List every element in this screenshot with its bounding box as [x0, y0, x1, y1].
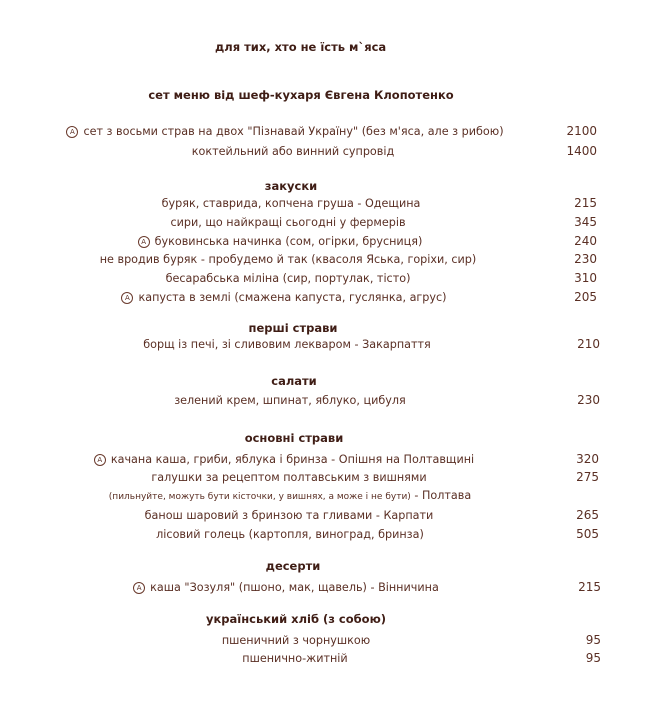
item-price: 320: [576, 452, 599, 466]
item-price: 215: [578, 580, 601, 594]
item-name: капуста в землі (смажена капуста, гуслянка, агрус): [138, 291, 447, 304]
vegetarian-mark-icon: A: [138, 236, 150, 248]
item-price: 310: [574, 271, 597, 285]
item-price: 95: [585, 651, 601, 665]
item-name: банош шаровий з бринзою та гливами - Карпати: [144, 509, 434, 522]
set-menu-item: [0, 126, 613, 138]
vegetarian-mark-icon: A: [121, 292, 133, 304]
section-title-desserts: десерти: [265, 559, 321, 573]
item-name: буряк, ставрида, копчена груша - Одещина: [161, 197, 421, 210]
item-price: 505: [576, 527, 599, 541]
item-price: 275: [576, 470, 599, 484]
item-name: сири, що найкращі сьогодні у фермерів: [170, 216, 406, 229]
item-name: бесарабська міліна (сир, портулак, тісто): [165, 272, 411, 285]
item-price: 240: [574, 234, 597, 248]
item-name: зелений крем, шпинат, яблуко, цибуля: [174, 394, 406, 407]
section-title-bread: український хліб (з собою): [205, 612, 387, 626]
section-title-main-courses: основні страви: [244, 431, 344, 445]
vegetarian-mark-icon: A: [133, 582, 145, 594]
item-price: 265: [576, 508, 599, 522]
section-title-first-courses: перші страви: [248, 321, 338, 335]
item-name: буковинська начинка (сом, огірки, брусниця): [154, 235, 423, 248]
vegetarian-mark-icon: A: [66, 126, 78, 138]
item-price: 210: [577, 337, 600, 351]
item-price: 230: [577, 393, 600, 407]
item-name: пшенично-житній: [242, 652, 348, 665]
item-name: качана каша, гриби, яблука і бринза - Опішня на Полтавщині: [110, 453, 475, 466]
page-title: для тих, хто не їсть м`ясa: [215, 40, 387, 54]
item-price: 215: [574, 196, 597, 210]
item-note: (пильнуйте, можуть бути кісточки, у вишнях, а може і не бути): [108, 492, 411, 502]
item-region: - Полтава: [410, 489, 472, 502]
section-title-salads: салати: [271, 374, 317, 388]
item-price: 345: [574, 215, 597, 229]
main-item-note: [0, 490, 618, 502]
item-name: сет з восьми страв на двох "Пізнавай Україну" (без м'яса, але з рибою): [83, 125, 504, 138]
item-price: 230: [574, 252, 597, 266]
vegetarian-mark-icon: A: [94, 454, 106, 466]
item-name: борщ із печі, зі сливовим леквaром - Закарпаття: [143, 338, 431, 351]
section-title-snacks: закуски: [264, 179, 318, 193]
item-name: каша "Зозуля" (пшоно, мак, щавель) - Вінничина: [150, 581, 439, 594]
item-price: 205: [574, 290, 597, 304]
dessert-item: [0, 582, 614, 594]
snack-item: [0, 236, 608, 248]
main-item: [0, 454, 612, 466]
item-name: галушки за рецептом полтавським з вишнями: [151, 471, 427, 484]
item-price: 95: [585, 633, 601, 647]
item-name: коктейльний або винний супровід: [191, 145, 395, 158]
item-name: пшеничний з чорнушкою: [221, 634, 371, 647]
item-price: 2100: [566, 124, 597, 138]
item-price: 1400: [566, 144, 597, 158]
item-name: лісовий голець (картопля, виноград, бринза): [156, 528, 424, 541]
item-name: не вродив буряк - пробудемо й так (квасоля Яська, горіхи, сир): [99, 253, 477, 266]
snack-item: [0, 292, 612, 304]
set-menu-title: сет меню від шеф-кухаря Євгена Клопотенко: [148, 88, 454, 102]
